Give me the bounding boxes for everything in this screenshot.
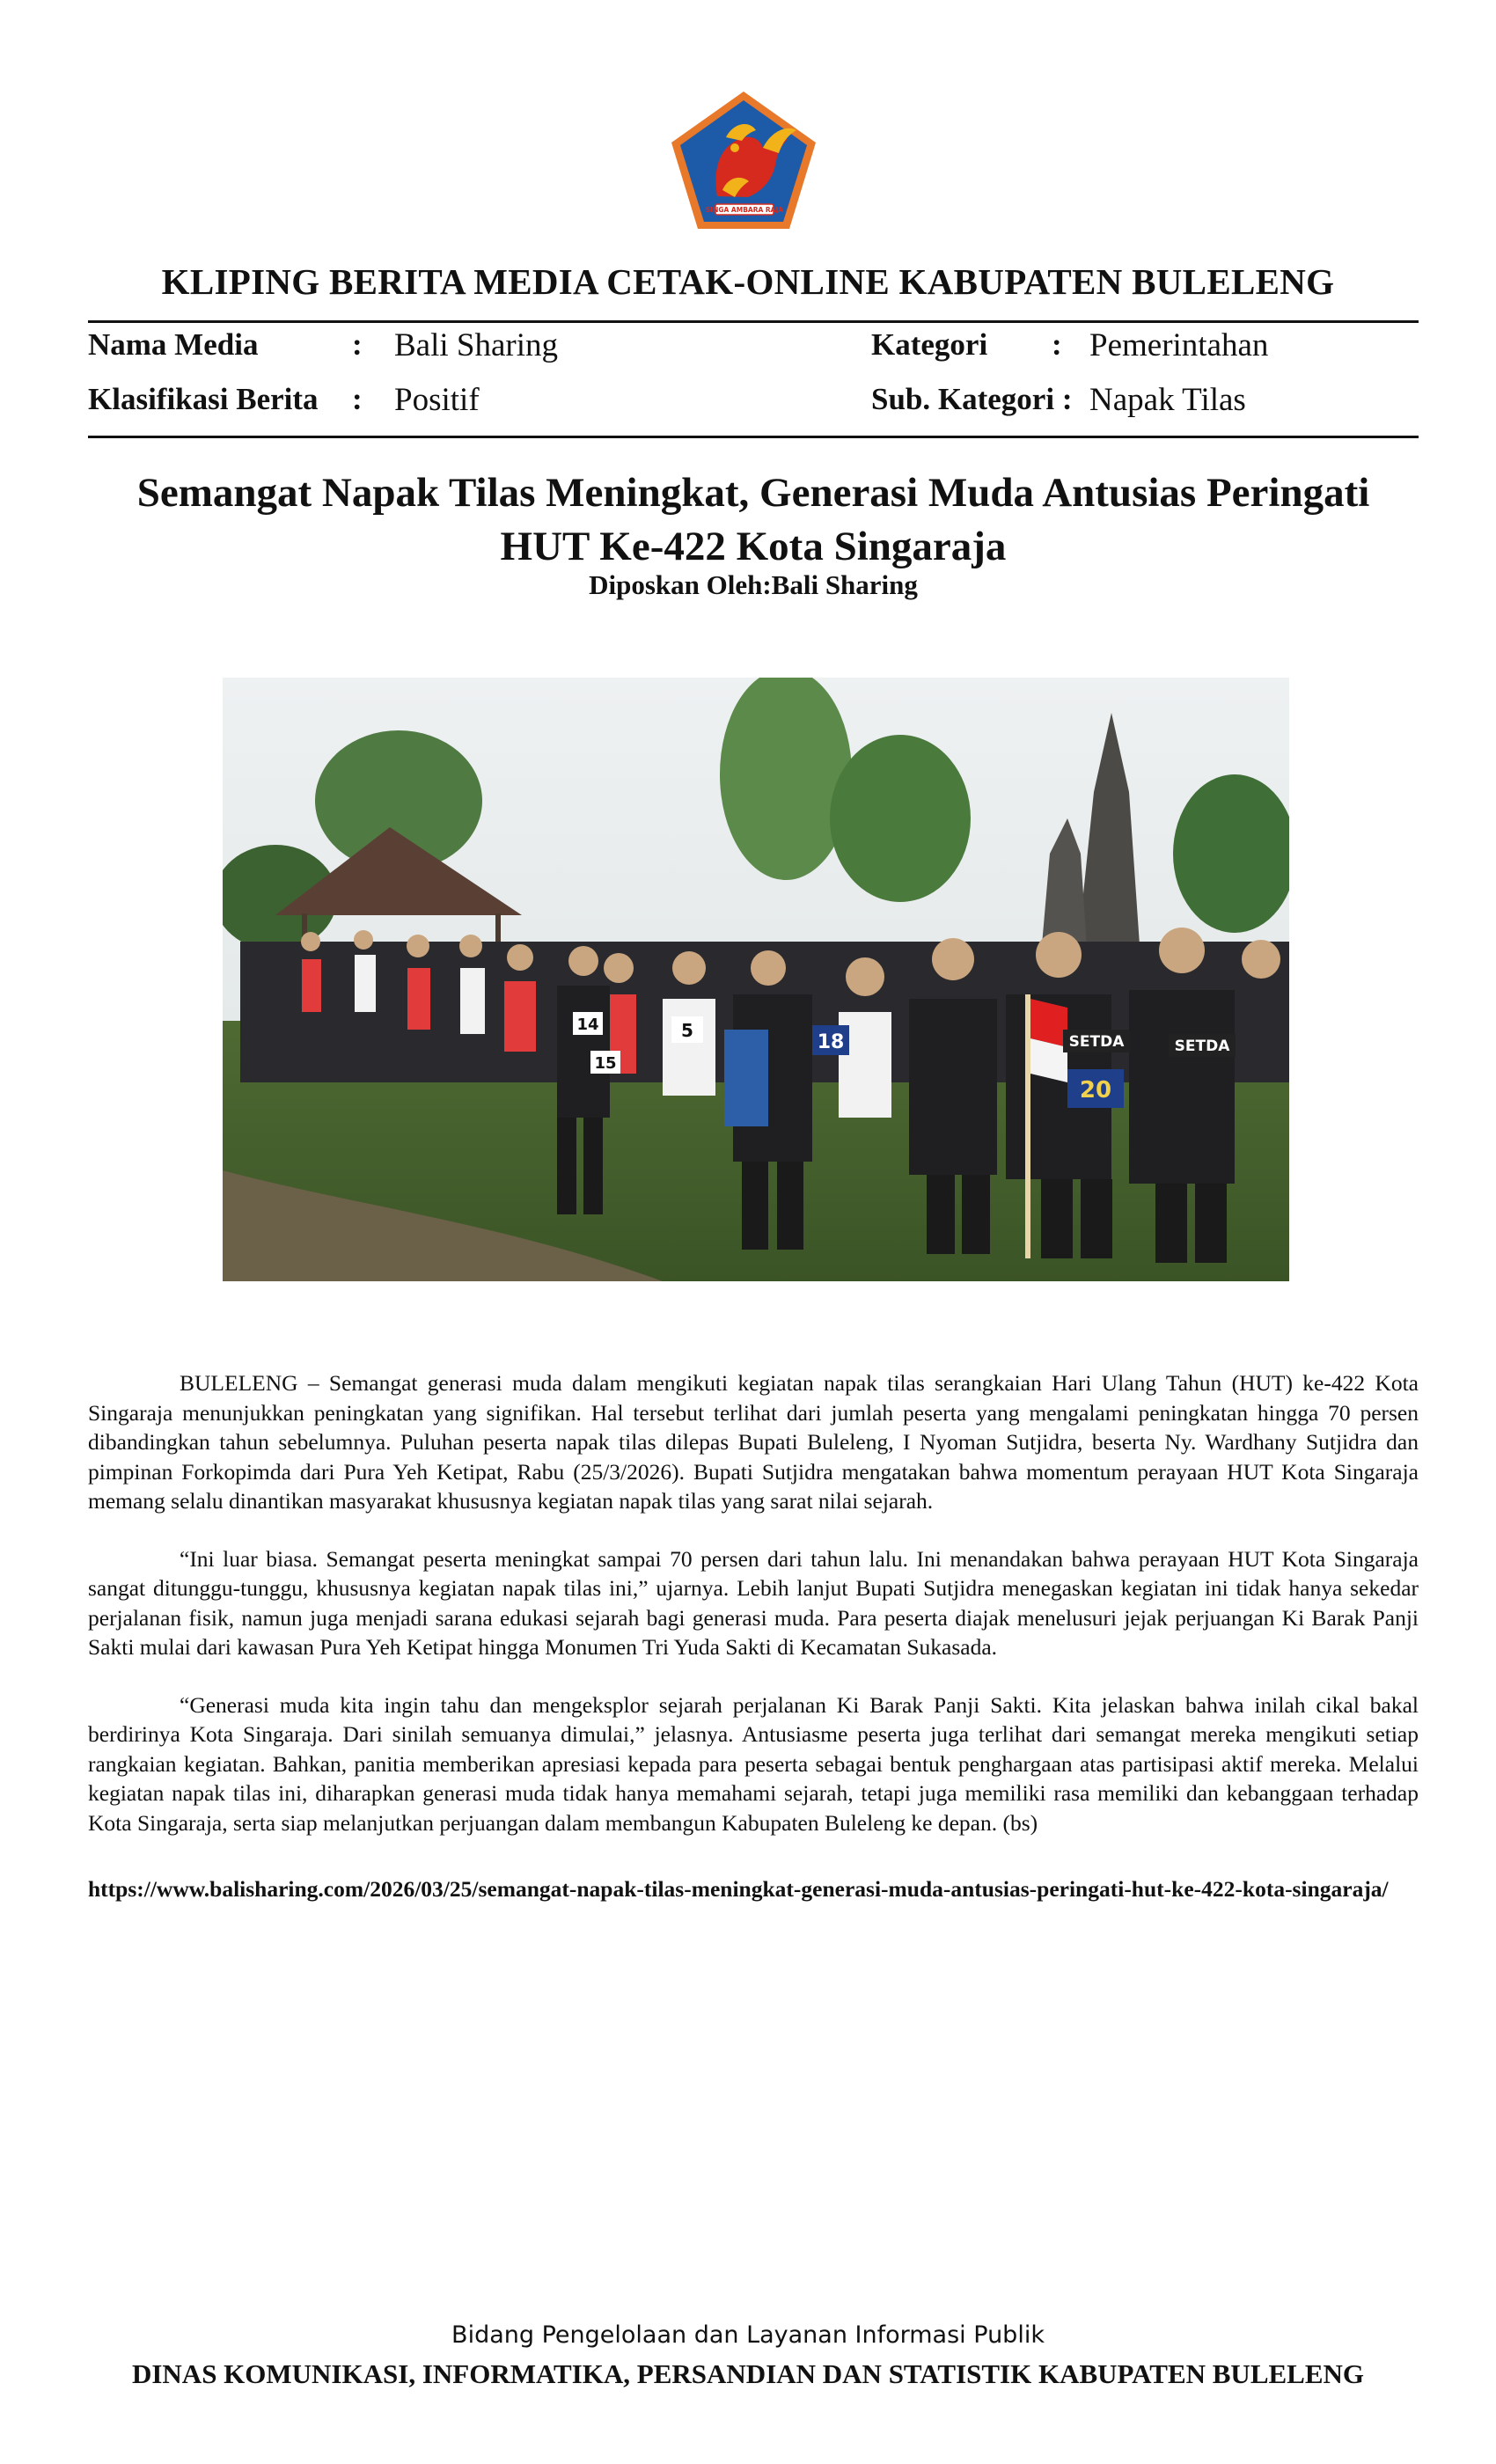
article-body — [88, 1368, 1419, 1866]
page-title: KLIPING BERITA MEDIA CETAK-ONLINE KABUPATEN BULELENG — [161, 261, 1335, 302]
article-paragraph: “Generasi muda kita ingin tahu dan mengeksplor sejarah perjalanan Ki Barak Panji Sakti. Kita jelaskan bahwa inilah cikal bakal berdirinya Kota Singaraja. Dari sinilah semuanya dimulai,” jelasnya. Antusiasme peserta juga terlihat dari semangat mereka mengikuti setiap rangkaian kegiatan. Bahkan, panitia memberikan apresiasi kepada para peserta sebagai bentuk penghargaan atas partisipasi aktif mereka. Melalui kegiatan napak tilas ini, diharapkan generasi muda tidak hanya memahami sejarah, tetapi juga memiliki rasa memiliki dan kebanggaan terhadap Kota Singaraja, serta siap melanjutkan perjuangan dalam membangun Kabupaten Buleleng ke depan. (bs) — [88, 1691, 1419, 1836]
sub-kategori-label: Sub. Kategori : — [871, 382, 1073, 416]
klasifikasi-label: Klasifikasi Berita — [88, 382, 319, 416]
headline-line-2: HUT Ke-422 Kota Singaraja — [500, 524, 1007, 569]
bib-number: 20 — [1079, 1077, 1112, 1104]
article-photo — [223, 678, 1289, 1281]
article-headline — [88, 466, 1419, 574]
footer-agency: DINAS KOMUNIKASI, INFORMATIKA, PERSANDIAN DAN STATISTIK KABUPATEN BULELENG — [131, 2358, 1365, 2389]
article-paragraph: BULELENG – Semangat generasi muda dalam mengikuti kegiatan napak tilas serangkaian Hari Ulang Tahun (HUT) ke-422 Kota Singaraja menunjukkan peningkatan yang signifikan. Hal tersebut terlihat dari jumlah peserta yang mengalami peningkatan hingga 70 persen dibandingkan tahun sebelumnya. Puluhan peserta napak tilas dilepas Bupati Buleleng, I Nyoman Sutjidra, beserta Ny. Wardhany Sutjidra dan pimpinan Forkopimda dari Pura Yeh Ketipat, Rabu (25/3/2026). Bupati Sutjidra mengatakan bahwa momentum perayaan HUT Kota Singaraja memang selalu dinantikan masyarakat khususnya kegiatan napak tilas yang sarat nilai sejarah. — [88, 1370, 1419, 1514]
shirt-print: SETDA — [1174, 1038, 1230, 1055]
meta-colon: : — [352, 327, 363, 362]
bib-number: 18 — [817, 1031, 845, 1053]
shirt-print: SETDA — [1068, 1033, 1125, 1051]
meta-colon: : — [352, 382, 363, 416]
headline-line-1: Semangat Napak Tilas Meningkat, Generasi Muda Antusias Peringati — [136, 470, 1370, 516]
divider-bottom — [88, 436, 1419, 438]
nama-media-value: Bali Sharing — [394, 327, 559, 363]
divider-top — [88, 320, 1419, 323]
source-link[interactable]: https://www.balisharing.com/2026/03/25/semangat-napak-tilas-meningkat-generasi-muda-antusias-peringati-hut-ke-422-kota-singaraja/ — [88, 1876, 1389, 1902]
emblem-motto: SINGA AMBARA RAJA — [705, 206, 784, 214]
byline: Diposkan Oleh:Bali Sharing — [589, 569, 918, 600]
regency-emblem-icon — [664, 86, 823, 236]
article-paragraph: “Ini luar biasa. Semangat peserta meningkat sampai 70 persen dari tahun lalu. Ini menandakan bahwa perayaan HUT Kota Singaraja sangat ditunggu-tunggu, khususnya kegiatan napak tilas ini,” ujarnya. Lebih lanjut Bupati Sutjidra menegaskan kegiatan ini tidak hanya sekedar perjalanan fisik, namun juga menjadi sarana edukasi sejarah bagi generasi muda. Para peserta diajak menelusuri jejak perjuangan Ki Barak Panji Sakti mulai dari kawasan Pura Yeh Ketipat hingga Monumen Tri Yuda Sakti di Kecamatan Sukasada. — [88, 1545, 1419, 1660]
kategori-value: Pemerintahan — [1089, 327, 1269, 363]
bib-number: 15 — [594, 1054, 617, 1073]
bib-number: 5 — [681, 1020, 693, 1041]
kategori-label: Kategori — [871, 327, 988, 362]
sub-kategori-value: Napak Tilas — [1089, 382, 1246, 418]
nama-media-label: Nama Media — [88, 327, 259, 362]
footer-department: Bidang Pengelolaan dan Layanan Informasi Publik — [451, 2321, 1045, 2349]
bib-number: 14 — [576, 1016, 599, 1034]
klasifikasi-value: Positif — [394, 382, 480, 418]
meta-colon: : — [1052, 327, 1062, 362]
